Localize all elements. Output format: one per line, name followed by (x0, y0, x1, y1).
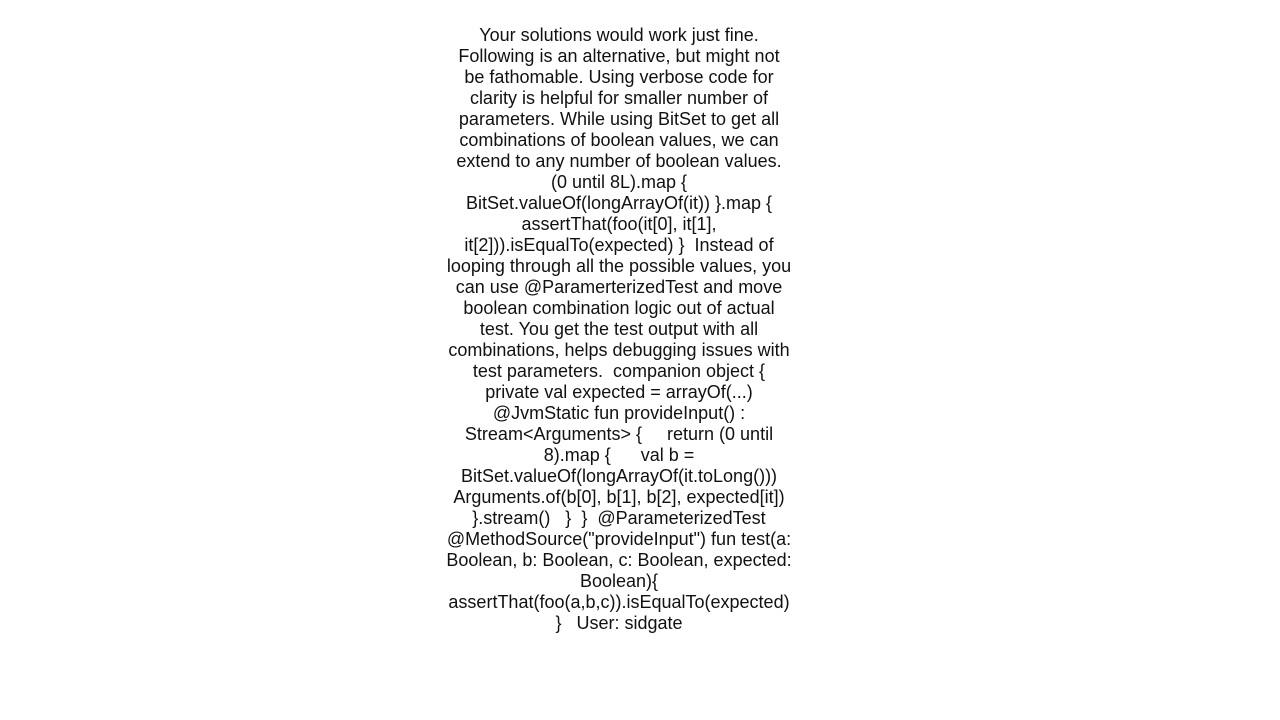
answer-text: Your solutions would work just fine. Following is an alternative, but might not be fathomable. Using verbose code for clarity is helpful for smaller number of parameters. While using BitSet to get all combinations of boolean values, we can extend to any number of boolean values. (0 until 8L).map { BitSet.valueOf(longArrayOf(it)) }.map { assertThat(foo(it[0], it[1], it[2])).isEqualTo(expected) } Instead of looping through all the possible values, you can use @ParamerterizedTest and move boolean combination logic out of actual test. You get the test output with all combinations, helps debugging issues with test parameters. companion object { private val expected = arrayOf(...) @JvmStatic fun provideInput() : Stream<Arguments> { return (0 until 8).map { val b = BitSet.valueOf(longArrayOf(it.toLong())) Arguments.of(b[0], b[1], b[2], expected[it]) }.stream() } } @ParameterizedTest @MethodSource("provideInput") fun test(a: Boolean, b: Boolean, c: Boolean, expected: Boolean){ assertThat(foo(a,b,c)).isEqualTo(expected) } User: sidgate (446, 25, 808, 633)
